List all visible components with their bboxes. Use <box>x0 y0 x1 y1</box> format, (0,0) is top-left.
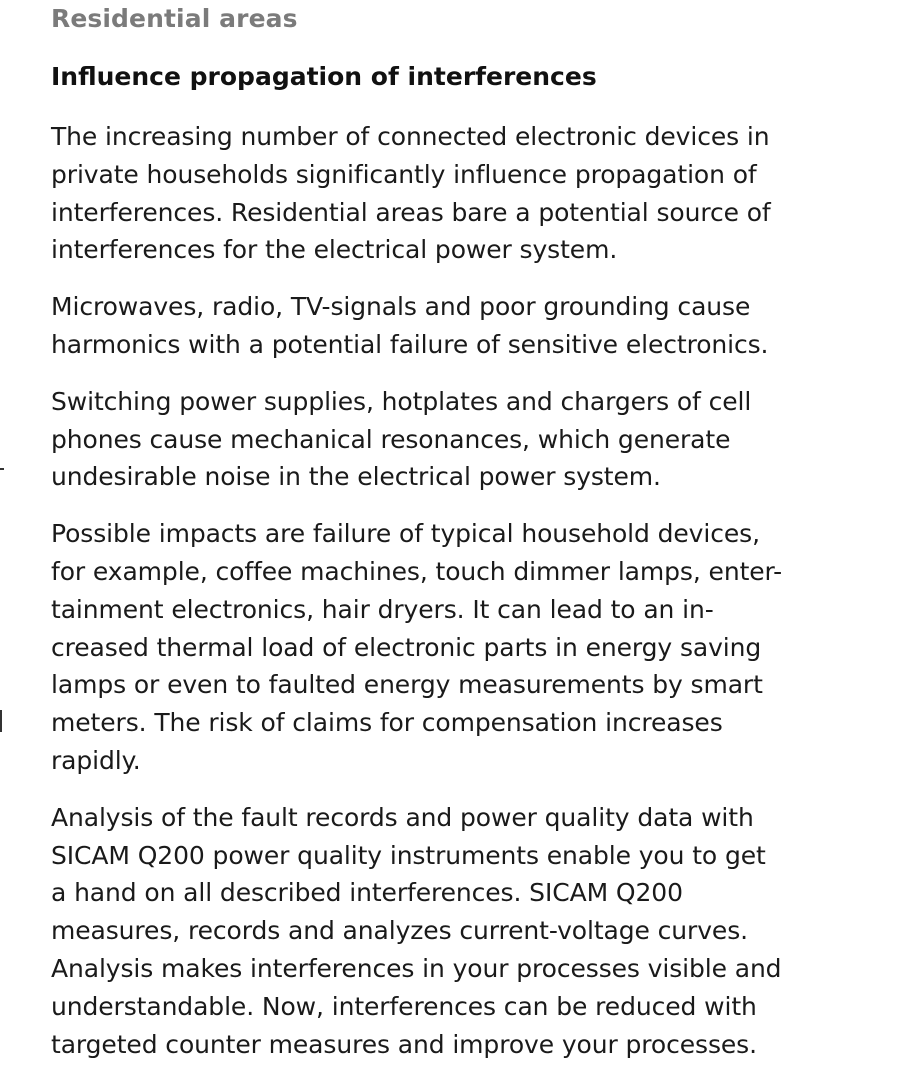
margin-crop-mark <box>0 710 2 732</box>
paragraph <box>51 118 851 269</box>
text-line: The increasing number of connected electronic devices in <box>51 122 770 151</box>
text-line: for example, coffee machines, touch dimmer lamps, enter- <box>51 556 783 586</box>
text-line: a hand on all described interferences. SICAM Q200 <box>51 878 683 908</box>
text-line: harmonics with a potential failure of sensitive electronics. <box>51 329 769 359</box>
text-line: Analysis makes interferences in your processes visible and <box>51 953 782 983</box>
text-line: measures, records and analyzes current-voltage curves. <box>51 916 748 946</box>
text-line: lamps or even to faulted energy measurements by smart <box>51 670 763 700</box>
text-line: Possible impacts are failure of typical household devices, <box>51 519 760 549</box>
text-line: meters. The risk of claims for compensation increases <box>51 708 723 738</box>
text-line: understandable. Now, interferences can be reduced with <box>51 991 757 1021</box>
text-line: phones cause mechanical resonances, which generate <box>51 424 731 454</box>
page-heading: Influence propagation of interferences <box>51 62 597 91</box>
text-line: Analysis of the fault records and power quality data with <box>51 802 754 832</box>
paragraph <box>51 515 851 780</box>
paragraph <box>51 383 851 496</box>
margin-crop-mark <box>0 468 4 470</box>
body-text <box>51 118 851 1082</box>
text-line: interferences. Residential areas bare a potential source of <box>51 197 771 227</box>
section-label: Residential areas <box>51 4 298 33</box>
paragraph <box>51 288 851 364</box>
paragraph <box>51 799 851 1064</box>
text-line: private households significantly influence propagation of <box>51 159 757 189</box>
text-line: targeted counter measures and improve your processes. <box>51 1029 757 1059</box>
text-line: undesirable noise in the electrical power system. <box>51 462 661 492</box>
text-line: tainment electronics, hair dryers. It can lead to an in- <box>51 594 714 624</box>
text-line: SICAM Q200 power quality instruments enable you to get <box>51 840 766 870</box>
text-line: Switching power supplies, hotplates and chargers of cell <box>51 386 752 416</box>
text-line: rapidly. <box>51 745 141 775</box>
text-line: interferences for the electrical power system. <box>51 235 618 265</box>
text-line: Microwaves, radio, TV-signals and poor grounding cause <box>51 292 751 322</box>
text-line: creased thermal load of electronic parts in energy saving <box>51 632 762 662</box>
